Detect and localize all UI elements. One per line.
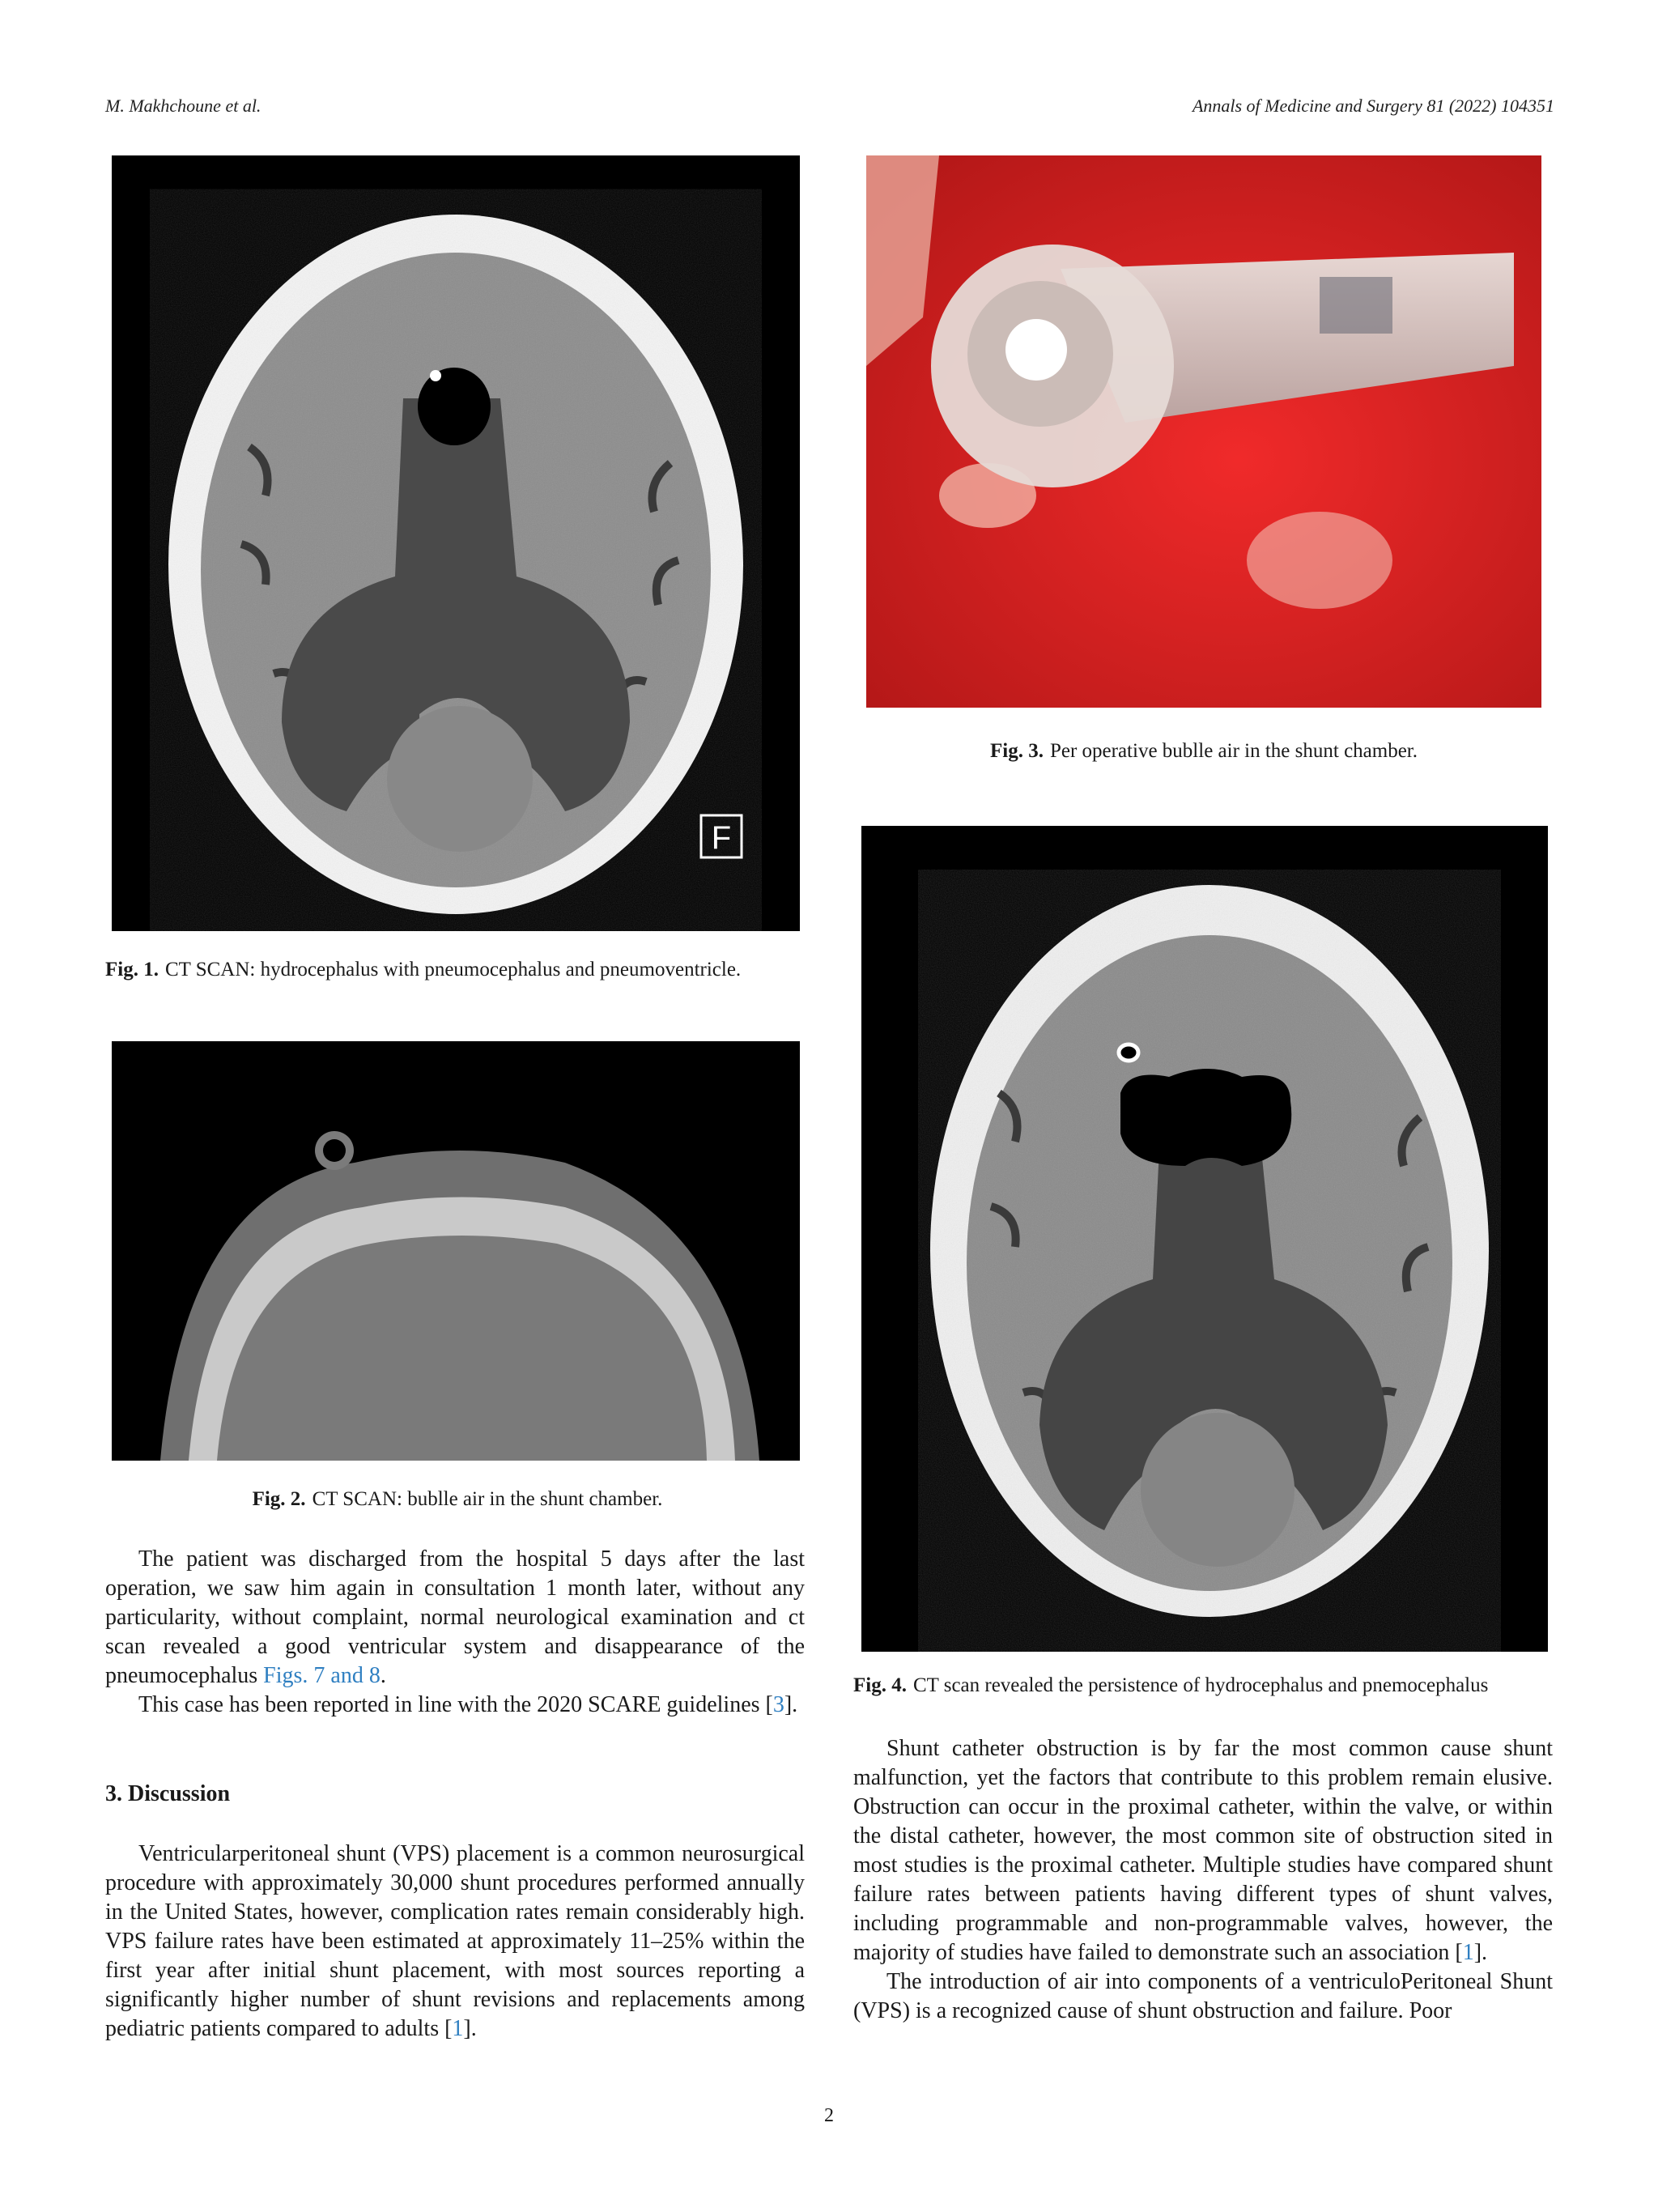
ref-bracket: [ [765,1692,773,1717]
paragraph-discharge-end: . [380,1663,386,1688]
reference-1-link[interactable]: 1 [452,2016,464,2041]
figure-3-label: Fig. 3. [990,740,1044,762]
ct-scan-image-2 [861,826,1548,1652]
reference-1-link-right[interactable]: 1 [1462,1940,1474,1965]
operative-photo-image [866,155,1541,708]
figure-4-caption [853,1673,1558,1699]
paragraph-obstruction [853,1734,1553,1967]
left-column-upper-text [105,1545,805,1720]
ref-bracket: [ [444,2016,453,2041]
figure-3-operative-photo [866,155,1541,708]
running-header-journal: Annals of Medicine and Surgery 81 (2022) 104351 [1192,96,1554,116]
paragraph-air-introduction [853,1967,1553,2026]
figure-1-label: Fig. 1. [105,959,159,981]
left-column-discussion-text [105,1840,805,2044]
ref-bracket: ]. [1473,1940,1488,1965]
paragraph-air-introduction-text: The introduction of air into components of a ventriculoPeritoneal Shunt (VPS) is a recognized cause of shunt obstruction and failure. Poor [853,1969,1553,2023]
figure-2-caption [105,1487,810,1513]
orientation-marker: F [711,820,732,856]
paragraph-vps-intro [105,1840,805,2044]
paragraph-discharge-text: The patient was discharged from the hospital 5 days after the last operation, we saw him again in consultation 1 month later, without any particularity, without complaint, normal neurological examination and ct scan revealed a good ventricular system and disappearance of the pneumocephalus [105,1546,805,1688]
page-number: 2 [824,2105,834,2126]
running-header-authors: M. Makhchoune et al. [105,96,261,116]
ref-bracket: [ [1455,1940,1463,1965]
section-heading-discussion: 3. Discussion [105,1781,231,1806]
figure-1-caption-text: CT SCAN: hydrocephalus with pneumocephalus and pneumoventricle. [164,959,742,981]
figure-4-caption-text: CT scan revealed the persistence of hydrocephalus and pnemocephalus [912,1674,1489,1696]
paragraph-discharge [105,1545,805,1691]
figure-1-ct-scan [112,155,800,931]
paragraph-vps-intro-text: Ventricularperitoneal shunt (VPS) placement is a common neurosurgical procedure with approximately 30,000 shunt procedures performed annually in the United States, however, complication rates remain considerably high. VPS failure rates have been estimated at approximately 11–25% within the first year after initial shunt placement, with most sources reporting a significantly higher number of shunt revisions and replacements among pediatric patients compared to adults [105,1841,805,2041]
reference-3-link[interactable]: 3 [772,1692,784,1717]
figs-7-8-link[interactable]: Figs. 7 and 8 [263,1663,380,1688]
figure-2-ct-scan [112,1041,800,1461]
figure-2-label: Fig. 2. [252,1488,306,1510]
ct-scan-image [112,155,800,931]
paragraph-obstruction-text: Shunt catheter obstruction is by far the most common cause shunt malfunction, yet the factors that contribute to this problem remain elusive. Obstruction can occur in the proximal catheter, within the valve, or within the distal catheter, however, the most common site of obstruction sited in most studies is the proximal catheter. Multiple studies have compared shunt failure rates between patients having different types of shunt valves, including programmable and non-programmable valves, however, the majority of studies have failed to demonstrate such an association [853,1736,1553,1965]
figure-4-ct-scan [861,826,1548,1652]
right-column-text [853,1734,1553,2026]
figure-4-label: Fig. 4. [853,1674,907,1696]
paragraph-scare [105,1691,805,1720]
figure-2-caption-text: CT SCAN: bublle air in the shunt chamber. [312,1488,663,1510]
figure-1-caption [105,957,810,984]
paragraph-scare-text: This case has been reported in line with the 2020 SCARE guidelines [138,1692,766,1717]
figure-3-caption [866,738,1541,765]
ref-bracket: ]. [463,2016,477,2041]
ref-bracket: ]. [784,1692,798,1717]
figure-3-caption-text: Per operative bublle air in the shunt chamber. [1049,740,1418,762]
ct-zoom-image [112,1041,800,1461]
